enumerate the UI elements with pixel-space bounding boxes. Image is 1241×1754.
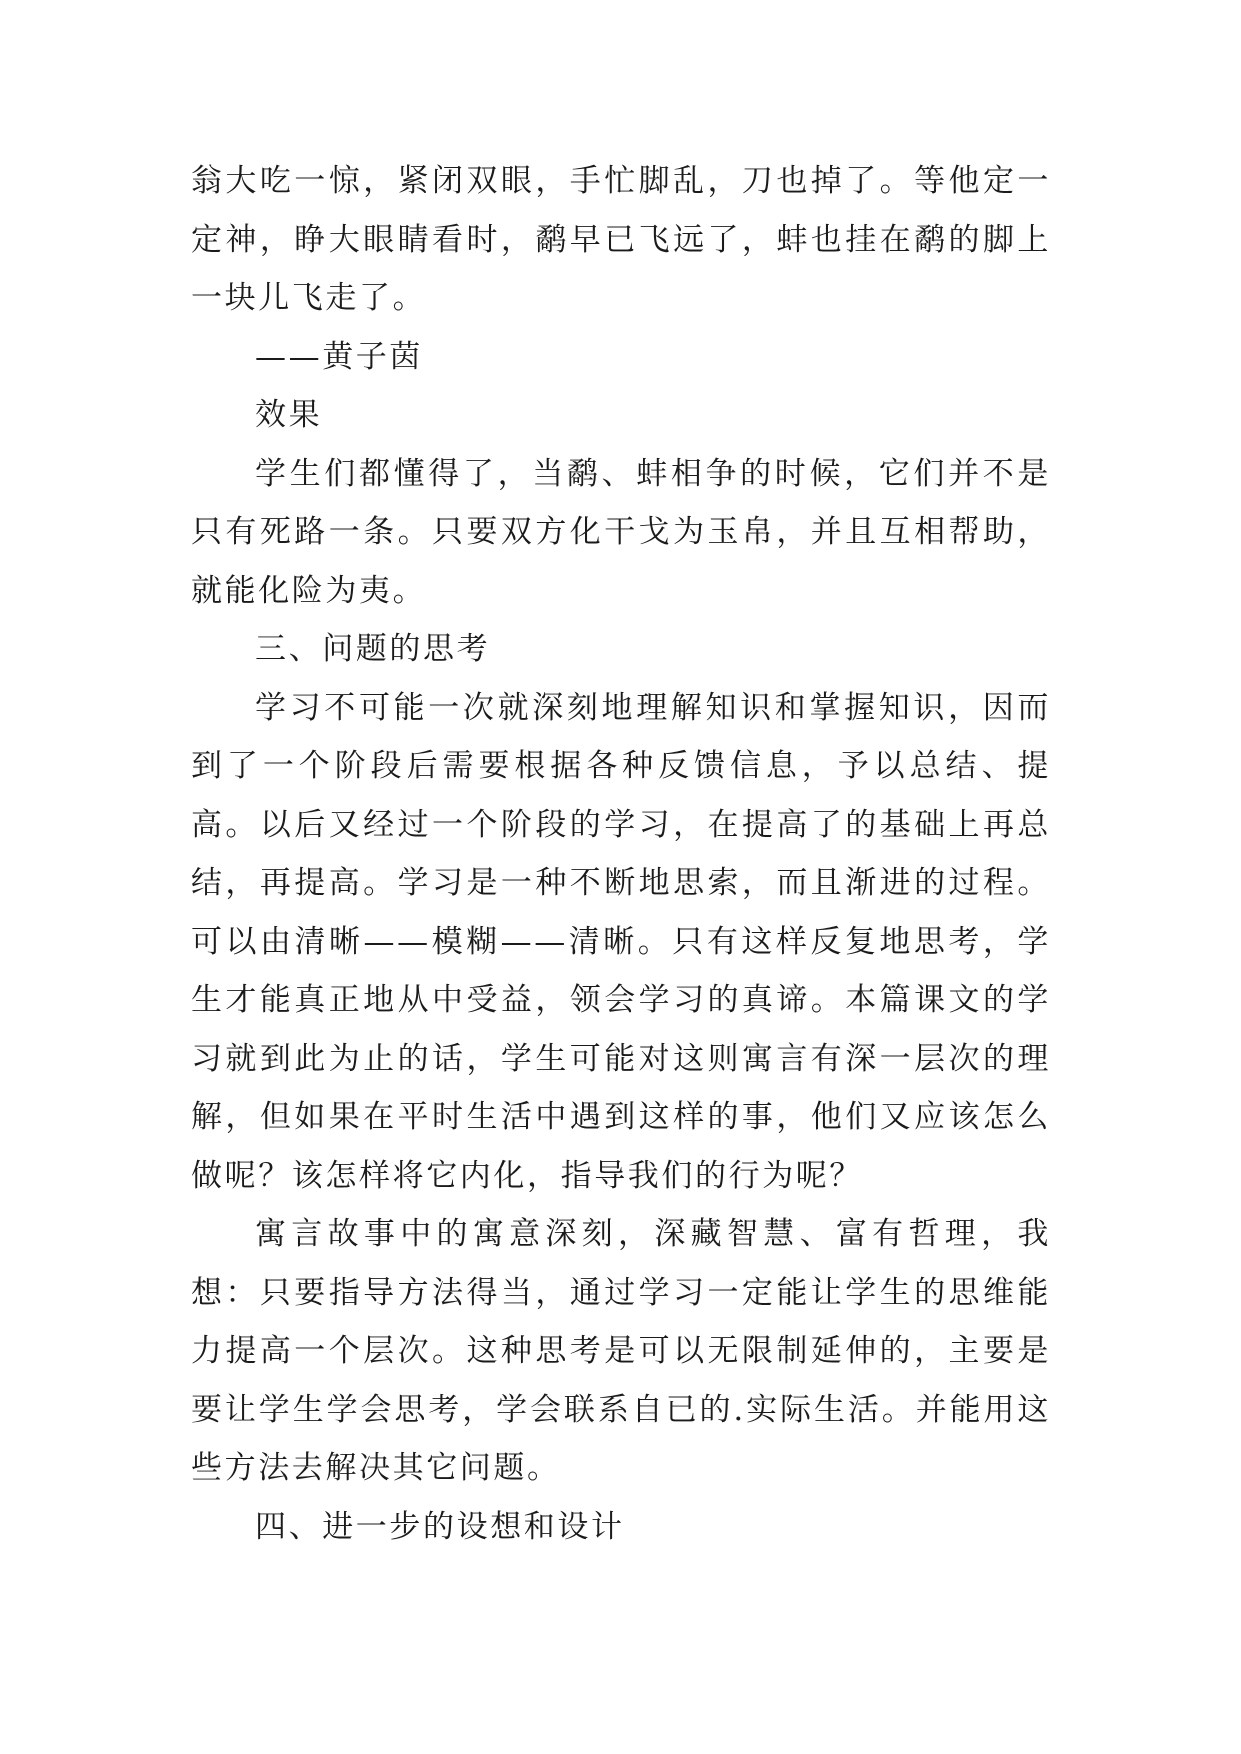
section-heading-effect: 效果 — [255, 397, 323, 433]
paragraph-reflection-1: 学习不可能一次就深刻地理解知识和掌握知识，因而到了一个阶段后需要根据各种反馈信息，予以总结、提高。以后又经过一个阶段的学习，在提高了的基础上再总结，再提高。学习是一种不断地思索，而且渐进的过程。可以由清晰——模糊——清晰。只有这样反复地思考，学生才能真正地从中受益，领会学习的真谛。本篇课文的学习就到此为止的话，学生可能对这则寓言有深一层次的理解，但如果在平时生活中遇到这样的事，他们又应该怎么做呢？该怎样将它内化，指导我们的行为呢？ — [191, 689, 1051, 1194]
section-heading-further-design: 四、进一步的设想和设计 — [255, 1508, 625, 1545]
document-body — [191, 152, 1051, 1556]
section-heading-reflection: 三、问题的思考 — [255, 631, 491, 667]
paragraph-story-ending: 翁大吃一惊，紧闭双眼，手忙脚乱，刀也掉了。等他定一定神，睁大眼睛看时，鹬早已飞远了，蚌也挂在鹬的脚上一块儿飞走了。 — [191, 163, 1051, 316]
paragraph-effect: 学生们都懂得了，当鹬、蚌相争的时候，它们并不是只有死路一条。只要双方化干戈为玉帛，并且互相帮助，就能化险为夷。 — [191, 455, 1051, 609]
paragraph-reflection-2: 寓言故事中的寓意深刻，深藏智慧、富有哲理，我想：只要指导方法得当，通过学习一定能让学生的思维能力提高一个层次。这种思考是可以无限制延伸的，主要是要让学生学会思考，学会联系自已的.实际生活。并能用这些方法去解决其它问题。 — [191, 1216, 1051, 1486]
author-signature: ——黄子茵 — [255, 338, 423, 375]
